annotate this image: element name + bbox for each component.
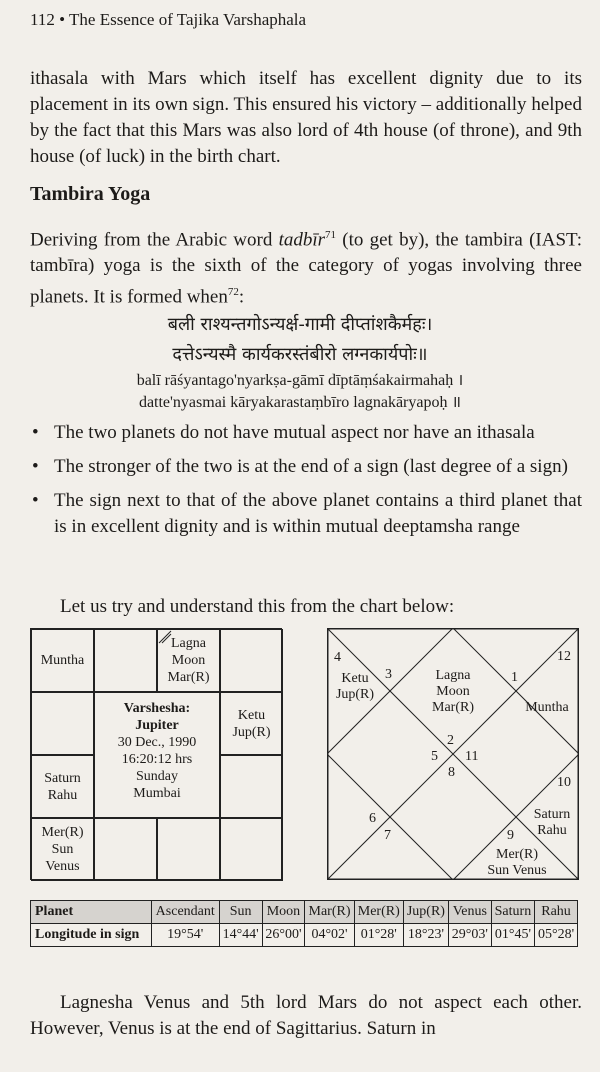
- table-row: [31, 924, 578, 947]
- table-header-row: [31, 901, 578, 924]
- planet-label: Saturn: [533, 807, 571, 822]
- chart-intro: Let us try and understand this from the chart below:: [60, 596, 455, 617]
- table-header: Planet: [31, 901, 152, 924]
- table-header: Mar(R): [305, 901, 354, 924]
- section-heading: Tambira Yoga: [30, 183, 151, 205]
- planet-label: Ketu: [341, 671, 369, 686]
- cell-empty: [94, 629, 157, 692]
- chart-place: Mumbai: [133, 786, 181, 801]
- iast-line-1: balī rāśyantago'nyarkṣa-gāmī dīptāṃśakairmahaḥ ।: [136, 372, 464, 389]
- chart-day: Sunday: [136, 769, 178, 784]
- chart-date: 30 Dec., 1990: [117, 735, 197, 750]
- table-cell: 04°02': [305, 924, 354, 947]
- word-tadbir: tadbīr: [278, 229, 326, 251]
- house-number: 4: [334, 650, 341, 665]
- house-number: 6: [369, 811, 376, 826]
- house-number: 10: [557, 775, 571, 790]
- table-cell: 29°03': [448, 924, 491, 947]
- table-cell: 18°23': [403, 924, 448, 947]
- table-header: Rahu: [535, 901, 578, 924]
- cell-empty: [94, 818, 157, 881]
- planet-label: Lagna: [435, 668, 471, 683]
- table-header: Saturn: [491, 901, 534, 924]
- planet-label: Moon: [436, 684, 470, 699]
- sanskrit-line-2: दत्तेऽन्यस्मै कार्यकरस्तंबीरो लग्नकार्यपोः॥: [172, 344, 428, 365]
- paragraph-tambira: Deriving from the Arabic word tadbīr$^{71}$ (to get by), the tambira (IAST: tambīra) yoga is the sixth of the category of yogas involving three planets. It is formed when$^{72}$:: [30, 229, 582, 308]
- table-cell: 05°28': [535, 924, 578, 947]
- table-header: Jup(R): [403, 901, 448, 924]
- cell-muntha: Muntha: [31, 629, 94, 692]
- house-number: 1: [511, 670, 518, 685]
- planet-label: Sun Venus: [487, 863, 547, 878]
- cell-saturn: Saturn Rahu: [31, 755, 94, 818]
- cell-empty: [31, 692, 94, 755]
- house-number: 11: [465, 749, 479, 764]
- house-number: 12: [557, 649, 571, 664]
- varshesha-label: Varshesha:: [123, 701, 191, 716]
- square-chart: [30, 628, 282, 880]
- table-header: Mer(R): [354, 901, 403, 924]
- lagna-marker-icon: [158, 630, 172, 644]
- table-header: Moon: [262, 901, 305, 924]
- cell-empty: [157, 818, 220, 881]
- cell-empty: [220, 629, 283, 692]
- house-number: 7: [384, 828, 391, 843]
- cell-mercury: Mer(R) Sun Venus: [31, 818, 94, 881]
- table-cell: 19°54': [151, 924, 219, 947]
- north-chart: [327, 628, 579, 880]
- table-cell: 01°28': [354, 924, 403, 947]
- chart-time: 16:20:12 hrs: [121, 752, 193, 767]
- planet-label: Jup(R): [335, 687, 375, 702]
- planet-label: Muntha: [525, 700, 569, 715]
- iast-line-2: datte'nyasmai kāryakarastaṃbīro lagnakāryapoḥ ॥: [138, 394, 462, 411]
- table-header: Sun: [219, 901, 262, 924]
- paragraph-lagnesha: Lagnesha Venus and 5th lord Mars do not aspect each other. However, Venus is at the end of Sagittarius. Saturn in: [30, 992, 582, 1039]
- paragraph-ithasala: ithasala with Mars which itself has excellent dignity due to its placement in its own sign. This ensured his victory – additionally helped by the fact that this Mars was also lord of 4th house (of throne), and 9th house (of luck) in the birth chart.: [30, 68, 582, 167]
- planet-label: Rahu: [537, 823, 567, 838]
- conditions-list: [30, 420, 582, 548]
- list-item: • The two planets do not have mutual aspect nor have an ithasala: [30, 420, 582, 446]
- house-number: 2: [447, 733, 454, 748]
- chart-center-info: [94, 692, 220, 818]
- house-number: 3: [385, 667, 392, 682]
- house-number: 5: [431, 749, 438, 764]
- cell-ketu: Ketu Jup(R): [220, 692, 283, 755]
- table-cell: 26°00': [262, 924, 305, 947]
- footnote-72: 72: [227, 286, 239, 299]
- cell-empty: [220, 818, 283, 881]
- table-cell: 01°45': [491, 924, 534, 947]
- varshesha-value: Jupiter: [135, 718, 179, 733]
- table-row-label: Longitude in sign: [31, 924, 152, 947]
- running-header: 112 • The Essence of Tajika Varshaphala: [30, 10, 307, 29]
- longitude-table: [30, 900, 578, 947]
- cell-empty: [220, 755, 283, 818]
- sanskrit-line-1: बली राश्यन्तगोऽन्यर्क्ष-गामी दीप्तांशकैर्महः।: [167, 314, 433, 335]
- table-cell: 14°44': [219, 924, 262, 947]
- table-header: Venus: [448, 901, 491, 924]
- planet-label: Mer(R): [496, 847, 538, 862]
- list-item: • The stronger of the two is at the end of a sign (last degree of a sign): [30, 454, 582, 480]
- planet-label: Mar(R): [432, 700, 474, 715]
- house-number: 8: [448, 765, 455, 780]
- table-header: Ascendant: [151, 901, 219, 924]
- footnote-71: 71: [325, 229, 337, 241]
- list-item: • The sign next to that of the above planet contains a third planet that is in excellent dignity and is within mutual deeptamsha range: [30, 488, 582, 540]
- cell-lagna: Lagna Moon Mar(R): [157, 629, 220, 692]
- house-number: 9: [507, 828, 514, 843]
